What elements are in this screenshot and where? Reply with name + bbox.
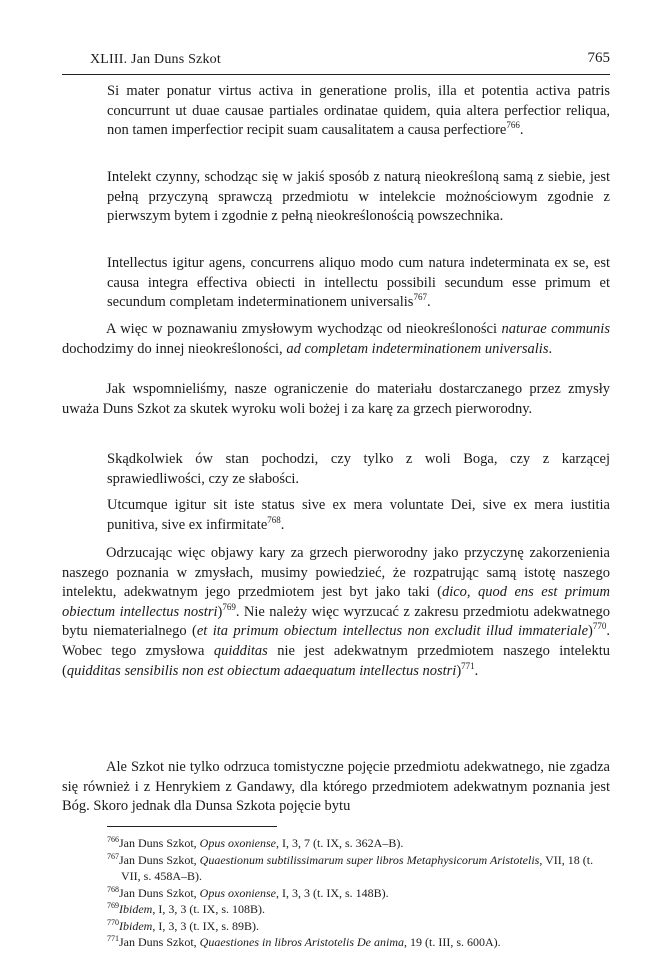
footnote: $^{769}$Ibidem, I, 3, 3 (t. IX, s. 108B). [107, 901, 265, 916]
latin-quote: Si mater ponatur virtus activa in generatione prolis, illa et potentia activa patris concurrunt ut duae causae partiales ordinatae quidem, quia altera perfectior reliqua, non tamen imperfectior recipit suam causalitatem a causa perfectiore$^{766}$. [107, 83, 610, 139]
quote-block [107, 450, 610, 544]
footnote: $^{768}$Jan Duns Szkot, Opus oxoniense, I, 3, 3 (t. IX, s. 148B). [107, 884, 389, 900]
latin-quote: Utcumque igitur sit iste status sive ex mera voluntate Dei, sive ex mera iustitia punitiva, sive ex infirmitate$^{768}$. [107, 497, 610, 533]
paragraph: Jak wspomnieliśmy, nasze ograniczenie do materiału dostarczanego przez zmysły uważa Duns Szkot za skutek wyroku woli bożej i za karę za grzech pierworodny. [62, 381, 610, 417]
paragraph: A więc w poznawaniu zmysłowym wychodząc od nieokreśloności naturae communis dochodzimy do innej nieokreśloności, ad completam indeterminationem universalis. [62, 321, 610, 357]
running-title: XLIII. Jan Duns Szkot [90, 52, 221, 67]
footnote: $^{770}$Ibidem, I, 3, 3 (t. IX, s. 89B). [107, 917, 259, 933]
footnote-ref: 766 [506, 120, 520, 131]
footnote: $^{767}$Jan Duns Szkot, Quaestionum subtilissimarum super libros Metaphysicorum Aristotelis, VII, 18 (t. VII, s. 458A–B). [107, 851, 594, 883]
translated-quote: Skądkolwiek ów stan pochodzi, czy tylko z woli Boga, czy z karzącej sprawiedliwości, czy ze słabości. [107, 451, 610, 487]
page-header [62, 50, 610, 75]
page-number: 765 [587, 50, 610, 66]
main-text [62, 82, 610, 817]
paragraph: Odrzucając więc objawy kary za grzech pierworodny jako przyczynę zakorzenienia naszego poznania w zmysłach, musimy powiedzieć, że rozpatrując samą istotę naszego intelektu, adekwatnym jego przedmiotem jest byt jako taki (dico, quod ens est primum obiectum intellectus nostri)$^{769}$. Nie należy więc wyrzucać z zakresu przedmiotu adekwatnego bytu niematerialnego (et ita primum obiectum intellectus non excludit illud immateriale)$^{770}$. Wobec tego zmysłowa quidditas nie jest adekwatnym przedmiotem naszego intelektu (quidditas sensibilis non est obiectum adaequatum intellectus nostri)$^{771}$. [62, 545, 611, 679]
footnote: $^{766}$Jan Duns Szkot, Opus oxoniense, I, 3, 7 (t. IX, s. 362A–B). [107, 835, 404, 850]
footnotes [62, 826, 610, 951]
paragraph: Ale Szkot nie tylko odrzuca tomistyczne pojęcie przedmiotu adekwatnego, nie zgadza się również i z Henrykiem z Gandawy, dla którego przedmiotem adekwatnym poznania jest Bóg. Skoro jednak dla Dunsa Szkota pojęcie bytu [62, 759, 610, 815]
translated-quote: Intelekt czynny, schodząc się w jakiś sposób z naturą nieokreśloną samą z siebie, jest pełną przyczyną sprawczą przedmiotu w intelekcie możnościowym zgodnie z pierwszym bytem i zgodnie z pełną nieokreślonością powszechnika. [107, 169, 610, 225]
footnote-ref: 767 [413, 292, 427, 303]
latin-quote: Intellectus igitur agens, concurrens aliquo modo cum natura indeterminata ex se, est causa integra effectiva obiecti in intellectu possibili secundum esse primum et secundum completam indeterminationem universalis$^{767}$. [107, 255, 610, 311]
footnote-divider [107, 826, 277, 827]
latin-quote-block [107, 82, 610, 320]
footnote-ref: 770 [592, 621, 607, 632]
footnote-ref: 769 [222, 601, 236, 612]
footnote-ref: 768 [267, 514, 281, 525]
footnote-ref: 771 [461, 660, 475, 671]
footnote: $^{771}$Jan Duns Szkot, Quaestiones in libros Aristotelis De anima, 19 (t. III, s. 600A). [107, 934, 501, 949]
